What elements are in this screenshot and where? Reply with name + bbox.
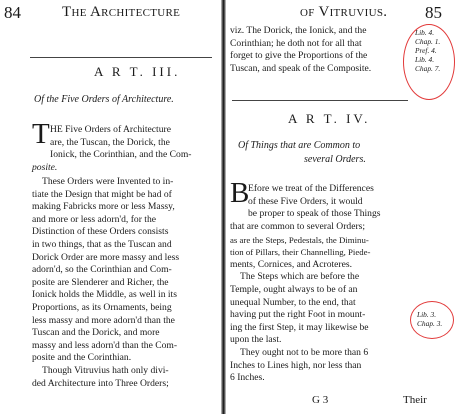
left-body-line: posite are Slenderer and Richer, the: [32, 276, 169, 288]
right-body-line: having put the right Foot in mount-: [230, 309, 366, 321]
left-body-line: less massy and more adorn'd than the: [32, 314, 175, 326]
right-body-line: that are common to several Orders;: [230, 221, 366, 232]
right-page: [226, 0, 457, 414]
left-body-line: adorn'd, so the Corinthian and Com-: [32, 264, 172, 276]
right-body-line: Temple, ought always to be of an: [230, 283, 358, 295]
left-intro-line: posite.: [32, 162, 58, 173]
left-page-number: 84: [4, 3, 21, 22]
right-body-line: Inches to Lines high, nor less than: [230, 359, 362, 371]
right-rule-top: [232, 100, 408, 101]
right-dropcap: B: [230, 177, 250, 209]
right-body-line: They ought not to be more than 6: [240, 346, 369, 358]
left-body-line: and more or less adorn'd, for the: [32, 213, 157, 225]
left-rule-top: [30, 57, 212, 58]
right-top-paragraph: [230, 25, 371, 75]
right-page-number: 85: [425, 3, 442, 22]
left-intro-line: HE Five Orders of Architecture: [50, 124, 171, 135]
right-body-line: The Steps which are before the: [240, 271, 360, 283]
left-body-line: Though Vitruvius hath only divi-: [42, 364, 169, 376]
margin-note-line: Lib. 4.: [415, 55, 435, 64]
left-running-head: The Architecture: [62, 4, 181, 20]
left-article-subtitle: Of the Five Orders of Architecture.: [34, 94, 174, 105]
left-body-line: ded Architecture into Three Orders;: [32, 377, 169, 389]
margin-note-line: Chap. 3.: [417, 319, 443, 328]
left-body-line: Tuscan and the Dorick, and more: [32, 327, 160, 339]
left-article-title: A R T. III.: [94, 64, 181, 79]
margin-note-line: Chap. 1.: [415, 37, 441, 46]
right-body-paragraph: [230, 221, 370, 385]
right-top-line: Corinthian; he doth not for all that: [230, 37, 362, 49]
right-body-line: 6 Inches.: [230, 372, 265, 384]
right-body-line: as are the Steps, Pedestals, the Diminu-: [230, 234, 369, 245]
margin-note-line: Chap. 7.: [415, 64, 441, 73]
right-article-subtitle: Of Things that are Common to: [238, 140, 361, 151]
signature-mark: G 3: [312, 394, 329, 406]
right-top-line: forget to give the Proportions of the: [230, 50, 368, 62]
right-intro-paragraph: [248, 183, 381, 221]
right-body-line: ing the first Step, it may likewise be: [230, 321, 369, 333]
margin-note-line: Pref. 4.: [415, 46, 437, 55]
left-intro-line: are, the Tuscan, the Dorick, the: [50, 136, 170, 148]
red-annotation-circle-bottom: [410, 301, 454, 339]
right-article-title: A R T. IV.: [288, 111, 371, 126]
margin-note-line: Lib. 3.: [417, 310, 437, 319]
red-annotation-circle-top: [403, 24, 455, 100]
right-intro-line: of these Five Orders, it would: [248, 195, 363, 207]
left-intro-tail: [32, 162, 57, 175]
left-dropcap: T: [32, 118, 50, 150]
left-page: [0, 0, 222, 414]
left-body-line: Ionick holds the Middle, as well in its: [32, 289, 177, 301]
right-intro-line: be proper to speak of those Things: [248, 208, 381, 220]
left-body-line: in two things, that as the Tuscan and: [32, 238, 172, 250]
right-running-head: of Vitruvius.: [300, 4, 388, 20]
right-top-line: Tuscan, and speak of the Composite.: [230, 62, 372, 74]
left-body-line: massy and less adorn'd than the Com-: [32, 339, 178, 351]
right-body-line: tion of Pillars, their Channelling, Piede-: [230, 247, 371, 258]
left-body-line: Distinction of these Orders consists: [32, 226, 169, 238]
right-article-subtitle: several Orders.: [304, 154, 366, 165]
margin-note-line: Lib. 4.: [415, 28, 435, 37]
left-body-line: These Orders were Invented to in-: [42, 176, 174, 187]
catchword: Their: [403, 394, 427, 406]
right-body-line: upon the last.: [230, 334, 282, 346]
left-body-paragraph: [32, 176, 179, 390]
left-body-line: posite and the Corinthian.: [32, 352, 132, 364]
left-body-line: making Fabricks more or less Massy,: [32, 201, 175, 213]
right-body-line: unequal Number, to the end, that: [230, 296, 356, 308]
left-body-line: Dorick Order are more massy and less: [32, 251, 180, 263]
left-intro-paragraph: [50, 124, 191, 162]
left-body-line: Proportions, as its Ornaments, being: [32, 301, 172, 313]
left-intro-line: Ionick, the Corinthian, and the Com-: [50, 149, 192, 161]
right-top-line: viz. The Dorick, the Ionick, and the: [230, 25, 367, 36]
left-body-line: tiate the Design that might be had of: [32, 188, 172, 200]
right-body-line: ments, Cornices, and Acroteres.: [230, 258, 353, 270]
right-intro-line: Efore we treat of the Differences: [248, 183, 374, 194]
